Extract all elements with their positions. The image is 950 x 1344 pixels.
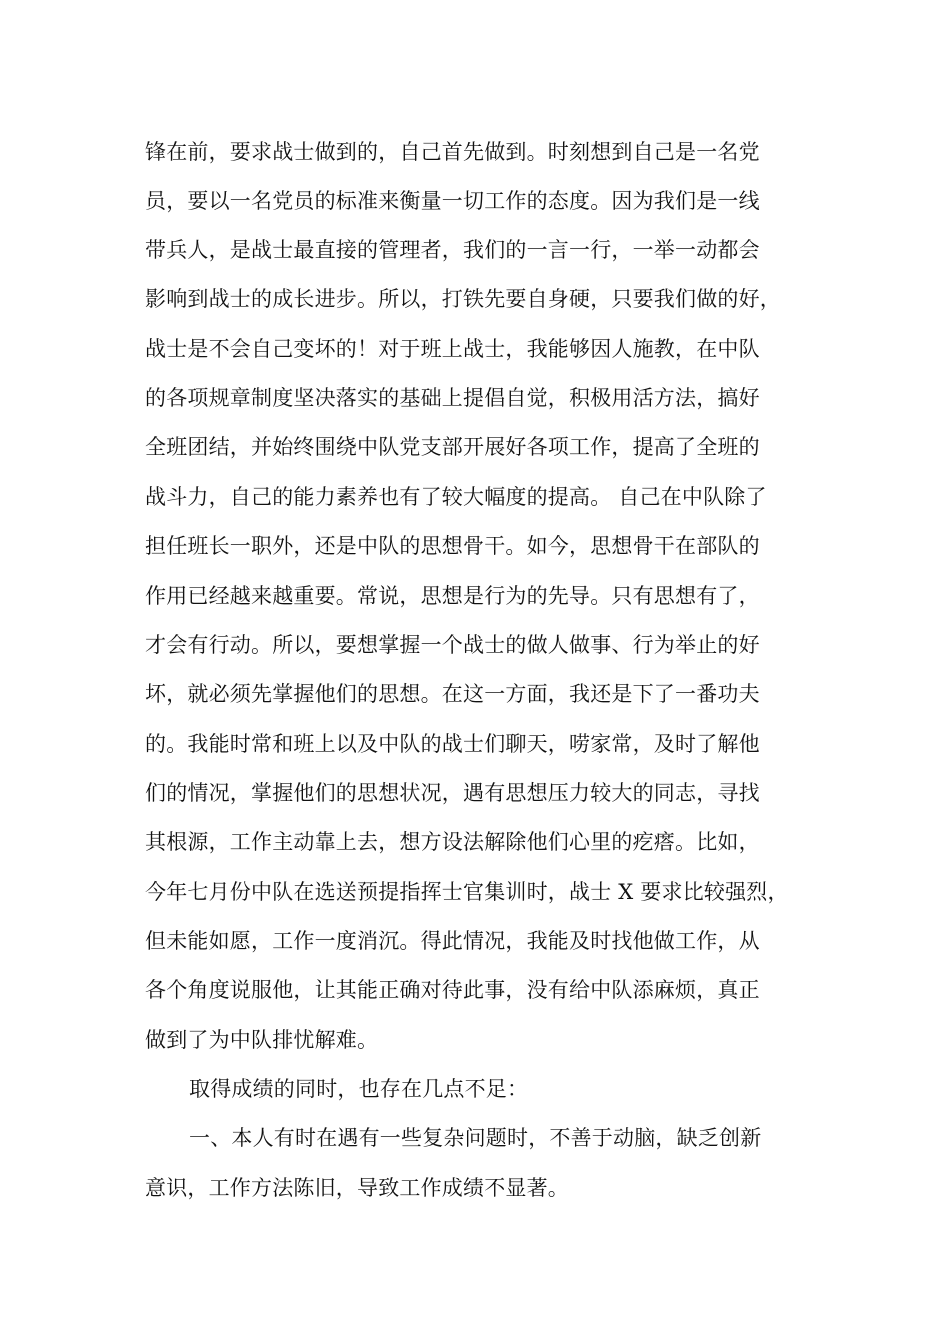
text-line-19: 做到了为中队排忧解难。: [145, 1028, 379, 1052]
text-line-11: 才会有行动。所以，要想掌握一个战士的做人做事、行为举止的好: [145, 633, 760, 657]
text-line-20: 取得成绩的同时，也存在几点不足：: [189, 1077, 529, 1101]
text-line-3: 带兵人，是战士最直接的管理者，我们的一言一行，一举一动都会: [145, 238, 760, 262]
text-line-16: 今年七月份中队在选送预提指挥士官集训时，战士 X 要求比较强烈，: [145, 880, 789, 904]
text-line-17: 但未能如愿，工作一度消沉。得此情况，我能及时找他做工作，从: [145, 929, 760, 953]
text-line-7: 全班团结，并始终围绕中队党支部开展好各项工作，提高了全班的: [145, 435, 760, 459]
text-line-13: 的。我能时常和班上以及中队的战士们聊天，唠家常，及时了解他: [145, 732, 760, 756]
text-line-15: 其根源，工作主动靠上去，想方设法解除他们心里的疙瘩。比如，: [145, 830, 760, 854]
text-line-1: 锋在前，要求战士做到的，自己首先做到。时刻想到自己是一名党: [145, 140, 760, 164]
text-line-21: 一、本人有时在遇有一些复杂问题时，不善于动脑，缺乏创新: [189, 1126, 762, 1150]
text-line-4: 影响到战士的成长进步。所以，打铁先要自身硬，只要我们做的好，: [145, 287, 781, 311]
text-line-14: 们的情况，掌握他们的思想状况，遇有思想压力较大的同志，寻找: [145, 781, 760, 805]
text-line-12: 坏，就必须先掌握他们的思想。在这一方面，我还是下了一番功夫: [145, 682, 760, 706]
text-line-8: 战斗力，自己的能力素养也有了较大幅度的提高。 自己在中队除了: [145, 485, 767, 509]
text-line-18: 各个角度说服他，让其能正确对待此事，没有给中队添麻烦，真正: [145, 978, 760, 1002]
text-line-10: 作用已经越来越重要。常说，思想是行为的先导。只有思想有了，: [145, 584, 760, 608]
text-line-9: 担任班长一职外，还是中队的思想骨干。如今，思想骨干在部队的: [145, 534, 760, 558]
text-line-6: 的各项规章制度坚决落实的基础上提倡自觉，积极用活方法，搞好: [145, 386, 760, 410]
text-line-22: 意识，工作方法陈旧，导致工作成绩不显著。: [145, 1176, 569, 1200]
text-line-5: 战士是不会自己变坏的！对于班上战士，我能够因人施教，在中队: [145, 337, 760, 361]
text-line-2: 员，要以一名党员的标准来衡量一切工作的态度。因为我们是一线: [145, 189, 760, 213]
